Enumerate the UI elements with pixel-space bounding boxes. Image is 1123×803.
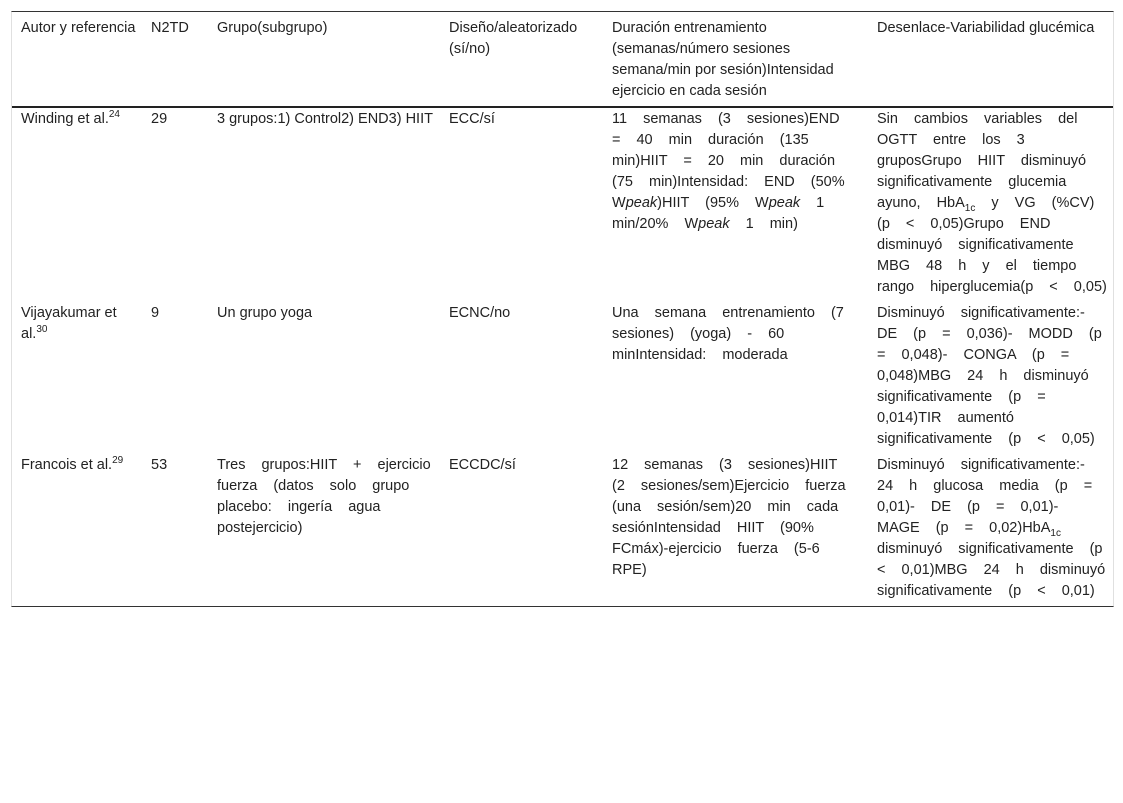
header-n2td: N2TD <box>142 12 208 107</box>
cell-design: ECCDC/sí <box>449 457 516 473</box>
cell-duration: 11 semanas (3 sesiones)END = 40 min duración (135 min)HIIT = 20 min duración (75 min)Intensidad: END (50% Wpeak)HIIT (95% Wpeak 1 min/20% Wpeak 1 min) <box>612 111 845 232</box>
cell-group: 3 grupos:1) Control2) END3) HIIT <box>217 111 433 127</box>
cell-design: ECC/sí <box>449 111 495 127</box>
table-container <box>11 11 1114 607</box>
cell-outcome: Sin cambios variables del OGTT entre los 3 gruposGrupo HIIT disminuyó significativamente glucemia ayuno, HbA$_{1c}$ y VG (%CV) (p < 0,05)Grupo END disminuyó significativamente MBG 48 h y el tiempo rango hiperglucemia(p < 0,05) <box>877 111 1107 295</box>
author-name: Francois et al. <box>21 457 113 473</box>
cell-n: 9 <box>151 305 160 321</box>
cell-duration: Una semana entrenamiento (7 sesiones) (yoga) - 60 minIntensidad: moderada <box>612 305 844 363</box>
table-row <box>12 454 1113 606</box>
cell-author <box>12 454 142 606</box>
cell-design: ECNC/no <box>449 305 511 321</box>
header-design: Diseño/aleatorizado (sí/no) <box>440 12 603 107</box>
reference-number: 30 <box>36 324 48 336</box>
header-author: Autor y referencia <box>12 12 142 107</box>
cell-outcome: Disminuyó significativamente:- DE (p = 0,036)- MODD (p = 0,048)- CONGA (p = 0,048)MBG 24 h disminuyó significativamente (p = 0,014)TIR aumentó significativamente (p < 0,05) <box>877 305 1102 447</box>
header-group: Grupo(subgrupo) <box>208 12 440 107</box>
cell-group: Un grupo yoga <box>217 305 313 321</box>
header-outcome: Desenlace-Variabilidad glucémica <box>868 12 1113 107</box>
cell-duration: 12 semanas (3 sesiones)HIIT (2 sesiones/sem)Ejercicio fuerza (una sesión/sem)20 min cada sesiónIntensidad HIIT (90% FCmáx)-ejercicio fuerza (5-6 RPE) <box>612 457 846 578</box>
table-row <box>12 302 1113 454</box>
header-duration: Duración entrenamiento (semanas/número sesiones semana/min por sesión)Intensidad ejercicio en cada sesión <box>603 12 868 107</box>
reference-number: 29 <box>112 455 124 467</box>
author-name: Vijayakumar et al. <box>21 305 117 342</box>
cell-author <box>12 302 142 454</box>
cell-n: 53 <box>151 457 168 473</box>
table-row <box>12 107 1113 302</box>
author-name: Winding et al. <box>21 111 109 127</box>
header-row <box>12 12 1113 107</box>
cell-outcome: Disminuyó significativamente:- 24 h glucosa media (p = 0,01)- DE (p = 0,01)- MAGE (p = 0,02)HbA$_{1c}$ disminuyó significativamente (p < 0,01)MBG 24 h disminuyó significativamente (p < 0,01) <box>877 457 1106 599</box>
data-table <box>12 12 1113 606</box>
cell-group: Tres grupos:HIIT + ejercicio fuerza (datos solo grupo placebo: ingería agua postejercicio) <box>217 457 431 536</box>
cell-author <box>12 107 142 302</box>
reference-number: 24 <box>108 109 120 121</box>
cell-n: 29 <box>151 111 168 127</box>
